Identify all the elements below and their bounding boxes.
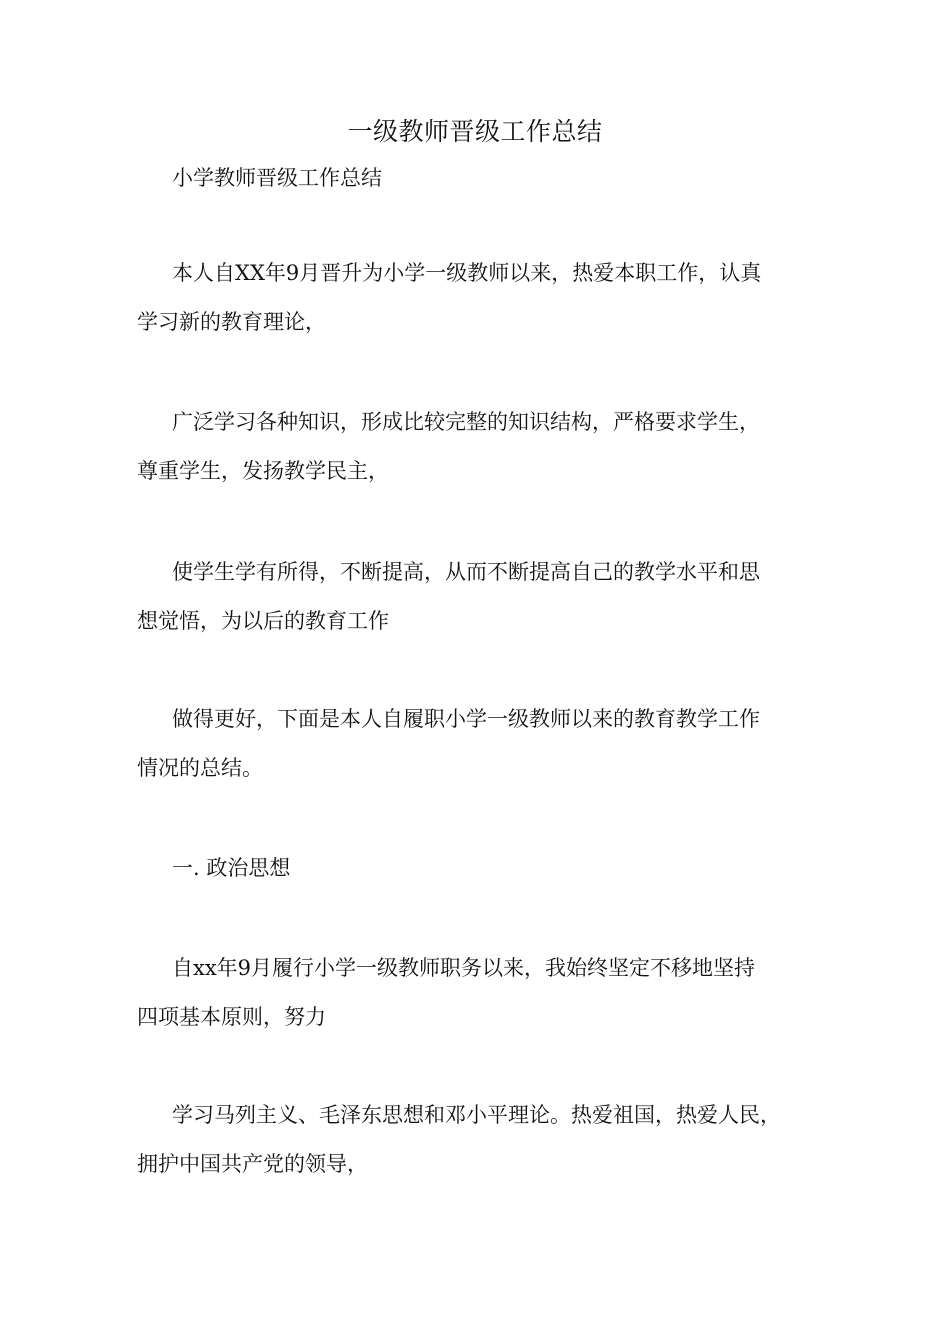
paragraph-line: 拥护中国共产党的领导， — [137, 1152, 368, 1176]
document-title: 一级教师晋级工作总结 — [347, 117, 603, 146]
paragraph-line: 自xx年9月履行小学一级教师职务以来，我始终坚定不移地坚持 — [172, 956, 756, 980]
paragraph-line: 四项基本原则，努力 — [137, 1005, 326, 1029]
paragraph-1 — [137, 249, 817, 347]
paragraph-line: 做得更好，下面是本人自履职小学一级教师以来的教育教学工作 — [172, 707, 760, 731]
paragraph-4 — [137, 695, 817, 793]
paragraph-5 — [137, 944, 817, 1042]
paragraph-line: 本人自XX年9月晋升为小学一级教师以来，热爱本职工作，认真 — [172, 261, 762, 285]
paragraph-6 — [137, 1091, 817, 1189]
paragraph-line: 尊重学生，发扬教学民主， — [137, 459, 389, 483]
paragraph-line: 学习新的教育理论， — [137, 310, 326, 334]
document-subtitle: 小学教师晋级工作总结 — [172, 166, 382, 190]
paragraph-2 — [137, 398, 817, 496]
paragraph-line: 想觉悟，为以后的教育工作 — [137, 609, 389, 633]
paragraph-line: 广泛学习各种知识，形成比较完整的知识结构，严格要求学生， — [172, 410, 760, 434]
paragraph-3 — [137, 548, 817, 646]
paragraph-line: 学习马列主义、毛泽东思想和邓小平理论。热爱祖国，热爱人民， — [172, 1103, 781, 1127]
paragraph-line: 情况的总结。 — [137, 756, 263, 780]
section-heading-politics: 一. 政治思想 — [172, 856, 291, 880]
paragraph-line: 使学生学有所得，不断提高，从而不断提高自己的教学水平和思 — [172, 560, 760, 584]
